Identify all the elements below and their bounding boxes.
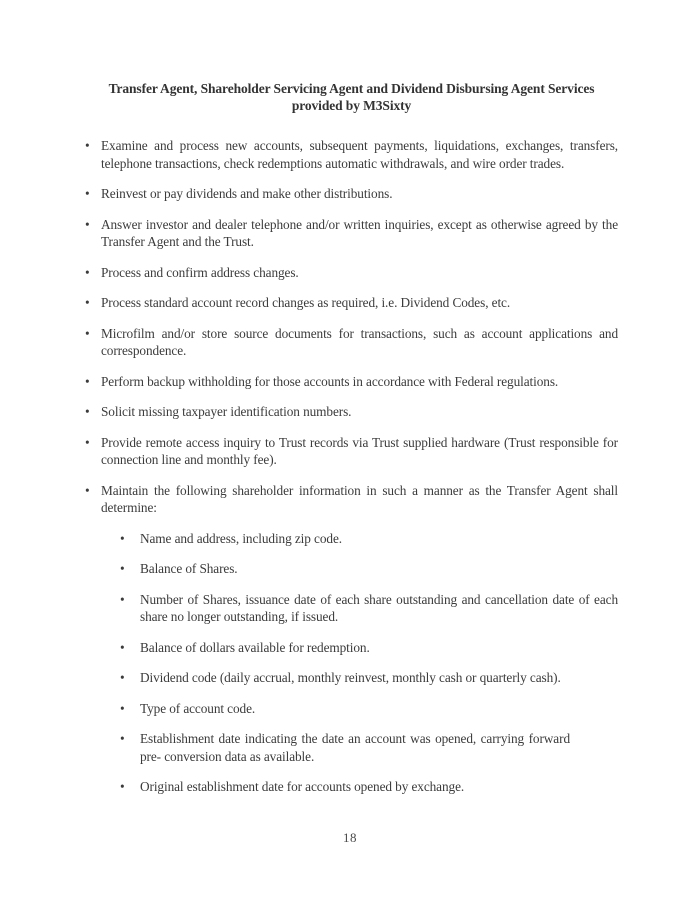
bullet-item-text: Maintain the following shareholder information in such a manner as the Transfer Agent shall determine: [101, 482, 618, 515]
bullet-item-text: Perform backup withholding for those accounts in accordance with Federal regulations. [101, 373, 559, 389]
bullet-item [85, 185, 618, 203]
bullet-marker-icon: • [120, 561, 125, 576]
bullet-marker-icon: • [120, 779, 125, 794]
bullet-item-text: Microfilm and/or store source documents for transactions, such as account applications and correspondence. [101, 325, 618, 358]
sub-bullet-item-text: Original establishment date for accounts opened by exchange. [140, 779, 465, 794]
bullet-marker-icon: • [85, 482, 90, 498]
bullet-item-text: Process and confirm address changes. [101, 264, 299, 280]
sub-bullet-item [120, 560, 618, 578]
bullet-marker-icon: • [85, 373, 90, 389]
bullet-marker-icon: • [85, 404, 90, 419]
sub-bullet-item [120, 639, 618, 657]
bullet-marker-icon: • [85, 264, 90, 280]
bullet-item [85, 325, 618, 360]
sub-bullet-item [120, 530, 618, 548]
sub-bullet-item-text: Name and address, including zip code. [140, 530, 342, 546]
page-content [85, 80, 618, 809]
bullet-marker-icon: • [120, 670, 125, 685]
bullet-marker-icon: • [120, 639, 125, 655]
bullet-item-text: Provide remote access inquiry to Trust records via Trust supplied hardware (Trust responsible for connection line and monthly fee). [101, 434, 618, 467]
bullet-marker-icon: • [85, 325, 90, 341]
bullet-item-text: Reinvest or pay dividends and make other distributions. [101, 186, 393, 201]
bullet-marker-icon: • [120, 530, 125, 546]
page-number: 18 [343, 830, 357, 845]
bullet-marker-icon: • [85, 186, 90, 201]
bullet-item [85, 294, 618, 312]
sub-bullet-item-text: Type of account code. [140, 700, 256, 716]
bullet-item [85, 373, 618, 391]
bullet-item [85, 434, 618, 469]
title-line-2: provided by M3Sixty [291, 98, 412, 113]
bullet-marker-icon: • [85, 216, 90, 232]
sub-bullet-list [85, 530, 618, 796]
bullet-item-text: Answer investor and dealer telephone and/or written inquiries, except as otherwise agreed by the Transfer Agent and the Trust. [101, 216, 618, 249]
bullet-item-text: Solicit missing taxpayer identification numbers. [101, 404, 352, 419]
bullet-list [85, 137, 618, 796]
bullet-marker-icon: • [85, 138, 90, 153]
bullet-item [85, 264, 618, 282]
sub-bullet-item-text: Balance of dollars available for redemption. [140, 639, 370, 655]
bullet-item [85, 216, 618, 251]
sub-bullet-item [120, 730, 618, 765]
document-title [85, 80, 618, 114]
bullet-item [85, 403, 618, 421]
sub-bullet-item [120, 778, 618, 796]
sub-bullet-item-text: Balance of Shares. [140, 561, 238, 576]
bullet-item [85, 482, 618, 517]
title-line-1: Transfer Agent, Shareholder Servicing Agent and Dividend Disbursing Agent Services [108, 81, 595, 96]
bullet-marker-icon: • [120, 700, 125, 716]
bullet-item-text: Process standard account record changes as required, i.e. Dividend Codes, etc. [101, 295, 511, 310]
sub-bullet-item [120, 591, 618, 626]
bullet-marker-icon: • [120, 591, 125, 607]
sub-bullet-item-text: Establishment date indicating the date an account was opened, carrying forward pre- conversion data as available. [140, 731, 570, 764]
bullet-item-text: Examine and process new accounts, subsequent payments, liquidations, exchanges, transfers, telephone transactions, check redemptions automatic withdrawals, and wire order trades. [101, 138, 618, 171]
sub-bullet-item-text: Dividend code (daily accrual, monthly reinvest, monthly cash or quarterly cash). [140, 670, 561, 685]
sub-bullet-item [120, 700, 618, 718]
sub-bullet-item [120, 669, 618, 687]
sub-bullet-item-text: Number of Shares, issuance date of each share outstanding and cancellation date of each share no longer outstanding, if issued. [140, 591, 618, 624]
bullet-marker-icon: • [85, 434, 90, 450]
bullet-item [85, 137, 618, 172]
bullet-marker-icon: • [85, 295, 90, 310]
bullet-marker-icon: • [120, 731, 125, 746]
